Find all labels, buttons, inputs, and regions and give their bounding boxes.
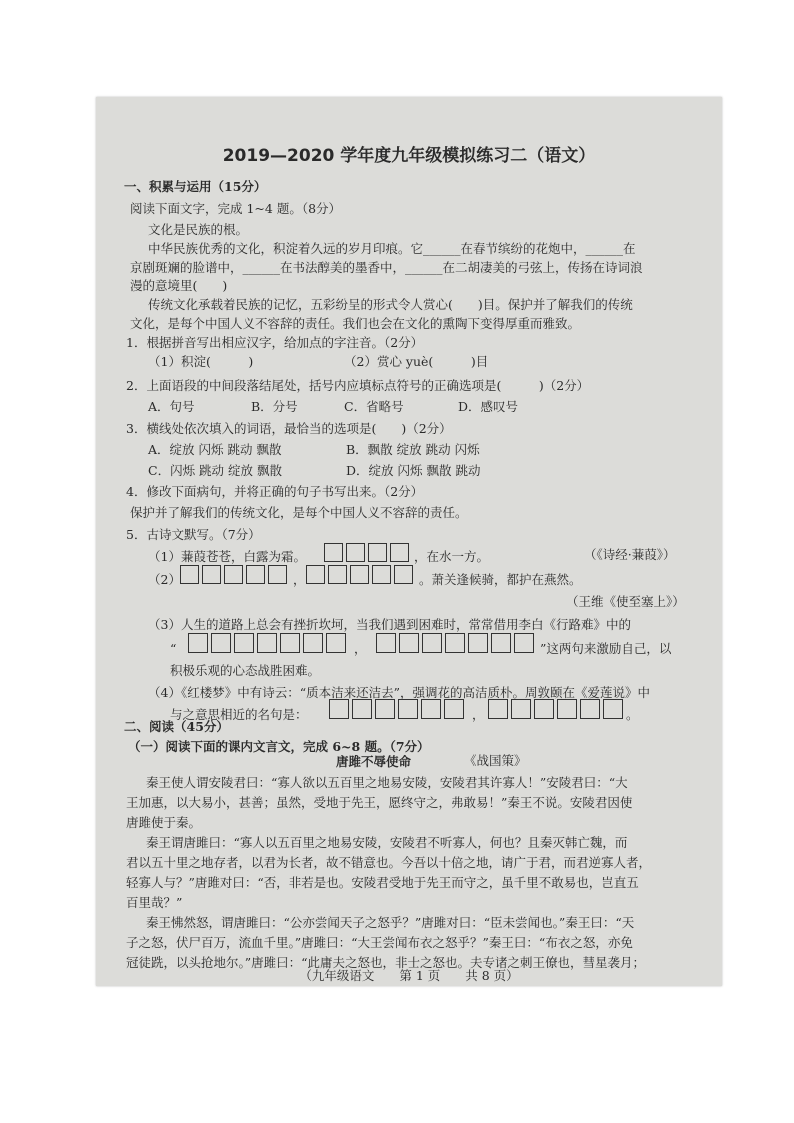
text-title: 唐雎不辱使命 bbox=[336, 754, 412, 769]
poem-2-source: （王维《使至塞上》） bbox=[566, 594, 685, 609]
passage-line: 漫的意境里( ) bbox=[130, 278, 228, 293]
reading-line: 王加惠，以大易小，甚善；虽然，受地于先王，愿终守之，弗敢易！”秦王不说。安陵君因使 bbox=[126, 795, 633, 810]
question-4: 4．修改下面病句，并将正确的句子书写出来。（2分） bbox=[126, 484, 424, 499]
answer-boxes bbox=[324, 543, 409, 562]
passage-line: 文化是民族的根。 bbox=[148, 222, 249, 237]
page-title: 2019—2020 学年度九年级模拟练习二（语文） bbox=[222, 146, 596, 166]
poem-4-text: （4）《红楼梦》中有诗云：“质本洁来还洁去”，强调花的高洁质朴。周敦颐在《爱莲说》中 bbox=[148, 685, 650, 700]
period: 。 bbox=[626, 707, 639, 722]
subsection-heading: （一）阅读下面的课内文言文，完成 6~8 题。（7分） bbox=[128, 739, 430, 754]
q3-option-b: B．飘散 绽放 跳动 闪烁 bbox=[346, 442, 480, 457]
answer-boxes bbox=[306, 565, 413, 584]
q3-option-a: A．绽放 闪烁 跳动 飘散 bbox=[148, 442, 282, 457]
page-footer: （九年级语文 第 1 页 共 8 页） bbox=[299, 968, 519, 983]
poem-1-text: （1）蒹葭苍苍，白露为霜。 bbox=[148, 549, 306, 564]
passage-line: 中华民族优秀的文化，积淀着久远的岁月印痕。它______在春节缤纷的花炮中，______在 bbox=[148, 241, 636, 256]
comma: ， bbox=[472, 707, 485, 722]
question-3: 3．横线处依次填入的词语，最恰当的选项是( )（2分） bbox=[126, 421, 452, 436]
passage-line: 传统文化承载着民族的记忆，五彩纷呈的形式令人赏心( )目。保护并了解我们的传统 bbox=[148, 297, 633, 312]
reading-line: 轻寡人与？”唐雎对曰：“否，非若是也。安陵君受地于先王而守之，虽千里不敢易也，岂直五 bbox=[126, 875, 639, 890]
q2-option-c: C．省略号 bbox=[344, 399, 404, 414]
poem-3-text: （3）人生的道路上总会有挫折坎坷，当我们遇到困难时，常常借用李白《行路难》中的 bbox=[148, 617, 631, 632]
answer-boxes bbox=[376, 633, 534, 653]
passage-line: 文化，是每个中国人义不容辞的责任。我们也会在文化的熏陶下变得厚重而雅致。 bbox=[130, 316, 581, 331]
q2-option-d: D．感叹号 bbox=[458, 399, 519, 414]
q1-item-1: （1）积淀( ) bbox=[148, 354, 254, 369]
section-heading: 一、积累与运用（15分） bbox=[124, 179, 267, 194]
q3-option-d: D．绽放 闪烁 飘散 跳动 bbox=[346, 463, 481, 478]
section-heading: 二、阅读（45分） bbox=[124, 719, 229, 734]
question-5: 5．古诗文默写。（7分） bbox=[126, 527, 261, 542]
poem-3-line2: 积极乐观的心态战胜困难。 bbox=[170, 663, 321, 678]
question-1: 1．根据拼音写出相应汉字，给加点的字注音。（2分） bbox=[126, 335, 424, 350]
answer-boxes bbox=[188, 633, 346, 653]
reading-line: 冠徒跣，以头抢地尔。”唐雎曰：“此庸夫之怒也，非士之怒也。夫专诸之刺王僚也，彗星袭月； bbox=[126, 955, 646, 970]
poem-1-source: （《诗经·蒹葭》） bbox=[584, 547, 676, 562]
reading-line: 百里哉？” bbox=[126, 895, 183, 910]
reading-line: 秦王使人谓安陵君曰：“寡人欲以五百里之地易安陵，安陵君其许寡人！”安陵君曰：“大 bbox=[146, 775, 628, 790]
q4-sentence: 保护并了解我们的传统文化，是每个中国人义不容辞的责任。 bbox=[130, 505, 468, 520]
instruction: 阅读下面文字，完成 1~4 题。（8分） bbox=[130, 201, 342, 216]
reading-line: 秦王怫然怒，谓唐雎曰：“公亦尝闻天子之怒乎？”唐雎对曰：“臣未尝闻也。”秦王曰：“天 bbox=[146, 915, 635, 930]
poem-1-tail: ，在水一方。 bbox=[414, 549, 490, 564]
reading-line: 君以五十里之地存者，以君为长者，故不错意也。今吾以十倍之地，请广于君，而君逆寡人者， bbox=[126, 855, 652, 870]
q2-option-b: B．分号 bbox=[251, 399, 298, 414]
q3-option-c: C．闪烁 跳动 绽放 飘散 bbox=[148, 463, 282, 478]
reading-line: 唐雎使于秦。 bbox=[126, 815, 202, 830]
answer-boxes bbox=[180, 565, 287, 584]
poem-2-num: （2） bbox=[148, 572, 181, 587]
answer-boxes bbox=[488, 699, 623, 719]
reading-line: 秦王谓唐雎曰：“寡人以五百里之地易安陵，安陵君不听寡人，何也？且秦灭韩亡魏，而 bbox=[146, 835, 628, 850]
poem-2-tail: 。萧关逢候骑，都护在燕然。 bbox=[419, 572, 582, 587]
q1-item-2: （2）赏心 yuè( )目 bbox=[344, 354, 489, 369]
text-source: 《战国策》 bbox=[464, 753, 527, 768]
comma: ， bbox=[354, 641, 367, 656]
comma: ， bbox=[293, 572, 306, 587]
answer-boxes bbox=[329, 699, 464, 719]
poem-4-line2: 与之意思相近的名句是： bbox=[170, 707, 308, 722]
q2-option-a: A．句号 bbox=[148, 399, 195, 414]
passage-line: 京剧斑斓的脸谱中，______在书法醇美的墨香中，______在二胡凄美的弓弦上，传扬在诗词浪 bbox=[130, 260, 643, 275]
reading-line: 子之怒，伏尸百万，流血千里。”唐雎曰：“大王尝闻布衣之怒乎？”秦王曰：“布衣之怒，亦免 bbox=[126, 935, 633, 950]
quote-open: “ bbox=[170, 641, 177, 656]
exam-page bbox=[96, 97, 722, 986]
question-2: 2．上面语段的中间段落结尾处，括号内应填标点符号的正确选项是( )（2分） bbox=[126, 378, 590, 393]
poem-3-tail: ”这两句来激励自己，以 bbox=[540, 641, 672, 656]
